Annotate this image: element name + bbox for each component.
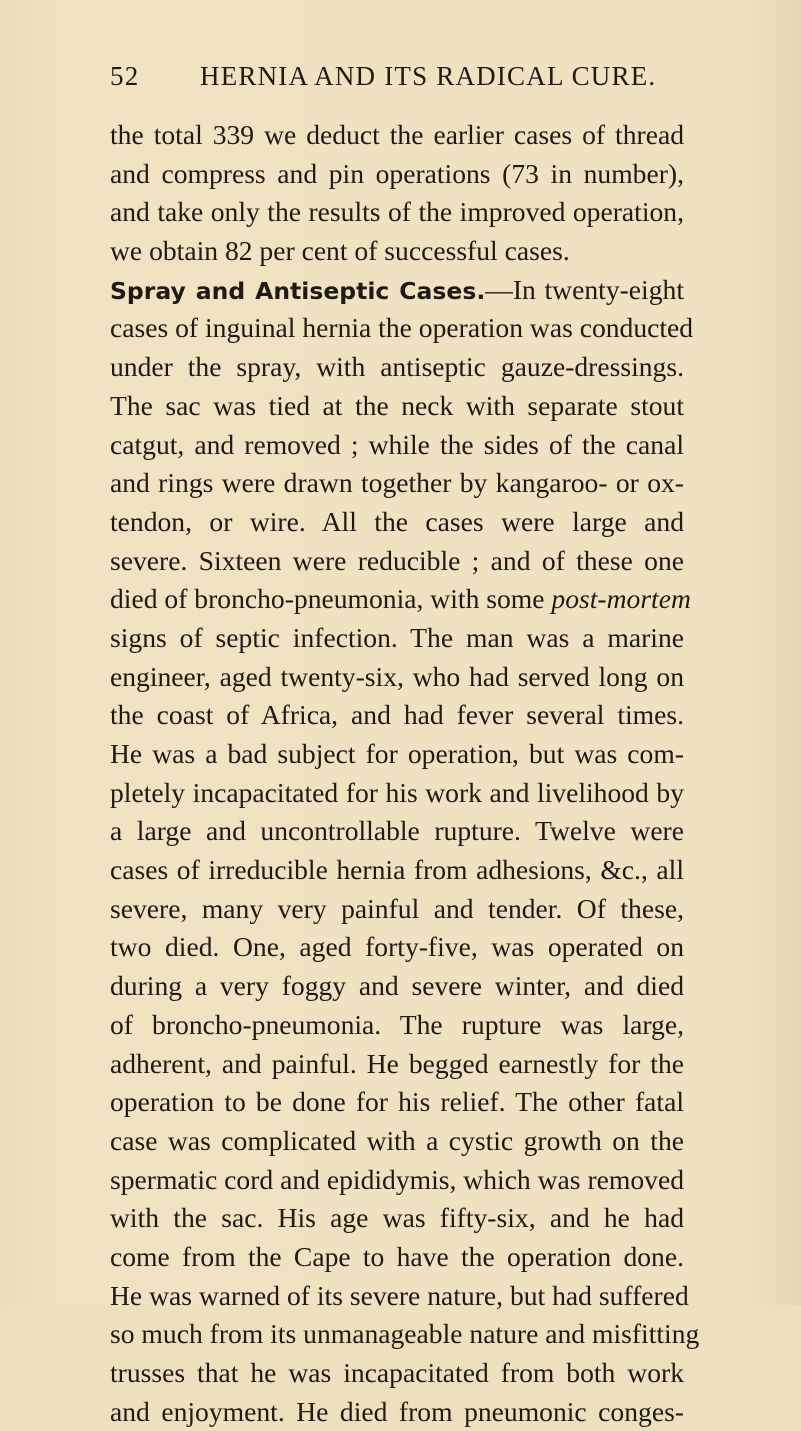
page-number: 52 xyxy=(110,61,140,91)
section-heading: Spray and Antiseptic Cases. xyxy=(110,276,486,305)
text-line: and take only the results of the improved operation, xyxy=(110,196,684,228)
text-line: adherent, and painful. He begged earnestly for the xyxy=(110,1047,684,1079)
text-line: catgut, and removed ; while the sides of the canal xyxy=(110,428,684,460)
text-line: the coast of Africa, and had fever several times. xyxy=(110,699,684,731)
text-line: so much from its unmanageable nature and misfitting xyxy=(110,1318,700,1350)
text-line: spermatic cord and epididymis, which was removed xyxy=(110,1163,684,1195)
text-line: severe. Sixteen were reducible ; and of these one xyxy=(110,544,684,576)
text-line: case was complicated with a cystic growth on the xyxy=(110,1124,684,1156)
text-line: operation to be done for his relief. The other fatal xyxy=(110,1086,684,1118)
text-line xyxy=(110,580,691,619)
page-header xyxy=(110,58,670,94)
text-line: He was warned of its severe nature, but had suffered xyxy=(110,1279,689,1311)
text-line: The sac was tied at the neck with separate stout xyxy=(110,389,684,421)
text-line: signs of septic infection. The man was a marine xyxy=(110,621,684,653)
running-head: HERNIA AND ITS RADICAL CURE. xyxy=(200,61,657,91)
text-line: engineer, aged twenty-six, who had served long on xyxy=(110,660,684,692)
text-line: cases of irreducible hernia from adhesions, &c., all xyxy=(110,854,684,886)
text-line: the total 339 we deduct the earlier cases of thread xyxy=(110,119,684,150)
text-line: under the spray, with antiseptic gauze-dressings. xyxy=(110,351,684,383)
text-line: pletely incapacitated for his work and livelihood by xyxy=(110,776,684,808)
italic-term: post-mortem xyxy=(551,583,691,615)
text-line: severe, many very painful and tender. Of these, xyxy=(110,892,684,924)
text-line: tendon, or wire. All the cases were large and xyxy=(110,505,684,537)
text-line: and rings were drawn together by kangaroo- or ox- xyxy=(110,467,684,499)
text-line: of broncho-pneumonia. The rupture was large, xyxy=(110,1008,684,1040)
text-line: we obtain 82 per cent of successful cases. xyxy=(110,235,570,267)
section-heading-continuation: —In twenty-eight xyxy=(485,273,684,305)
body-text xyxy=(110,116,700,1431)
text-line: and compress and pin operations (73 in number), xyxy=(110,157,684,189)
text-line: and enjoyment. He died from pneumonic conges- xyxy=(110,1395,684,1427)
text-line: cases of inguinal hernia the operation was conducted xyxy=(110,312,694,344)
section-heading-line xyxy=(110,271,684,310)
text-line: during a very foggy and severe winter, and died xyxy=(110,970,684,1002)
text-line: come from the Cape to have the operation done. xyxy=(110,1240,684,1272)
text-line: He was a bad subject for operation, but was com- xyxy=(110,738,684,769)
text-line: with the sac. His age was fifty-six, and he had xyxy=(110,1202,684,1234)
text-fragment: died of broncho-pneumonia, with some xyxy=(110,583,552,615)
text-line: trusses that he was incapacitated from both work xyxy=(110,1357,684,1388)
text-line: a large and uncontrollable rupture. Twelve were xyxy=(110,815,684,847)
text-line: two died. One, aged forty-five, was operated on xyxy=(110,931,684,963)
